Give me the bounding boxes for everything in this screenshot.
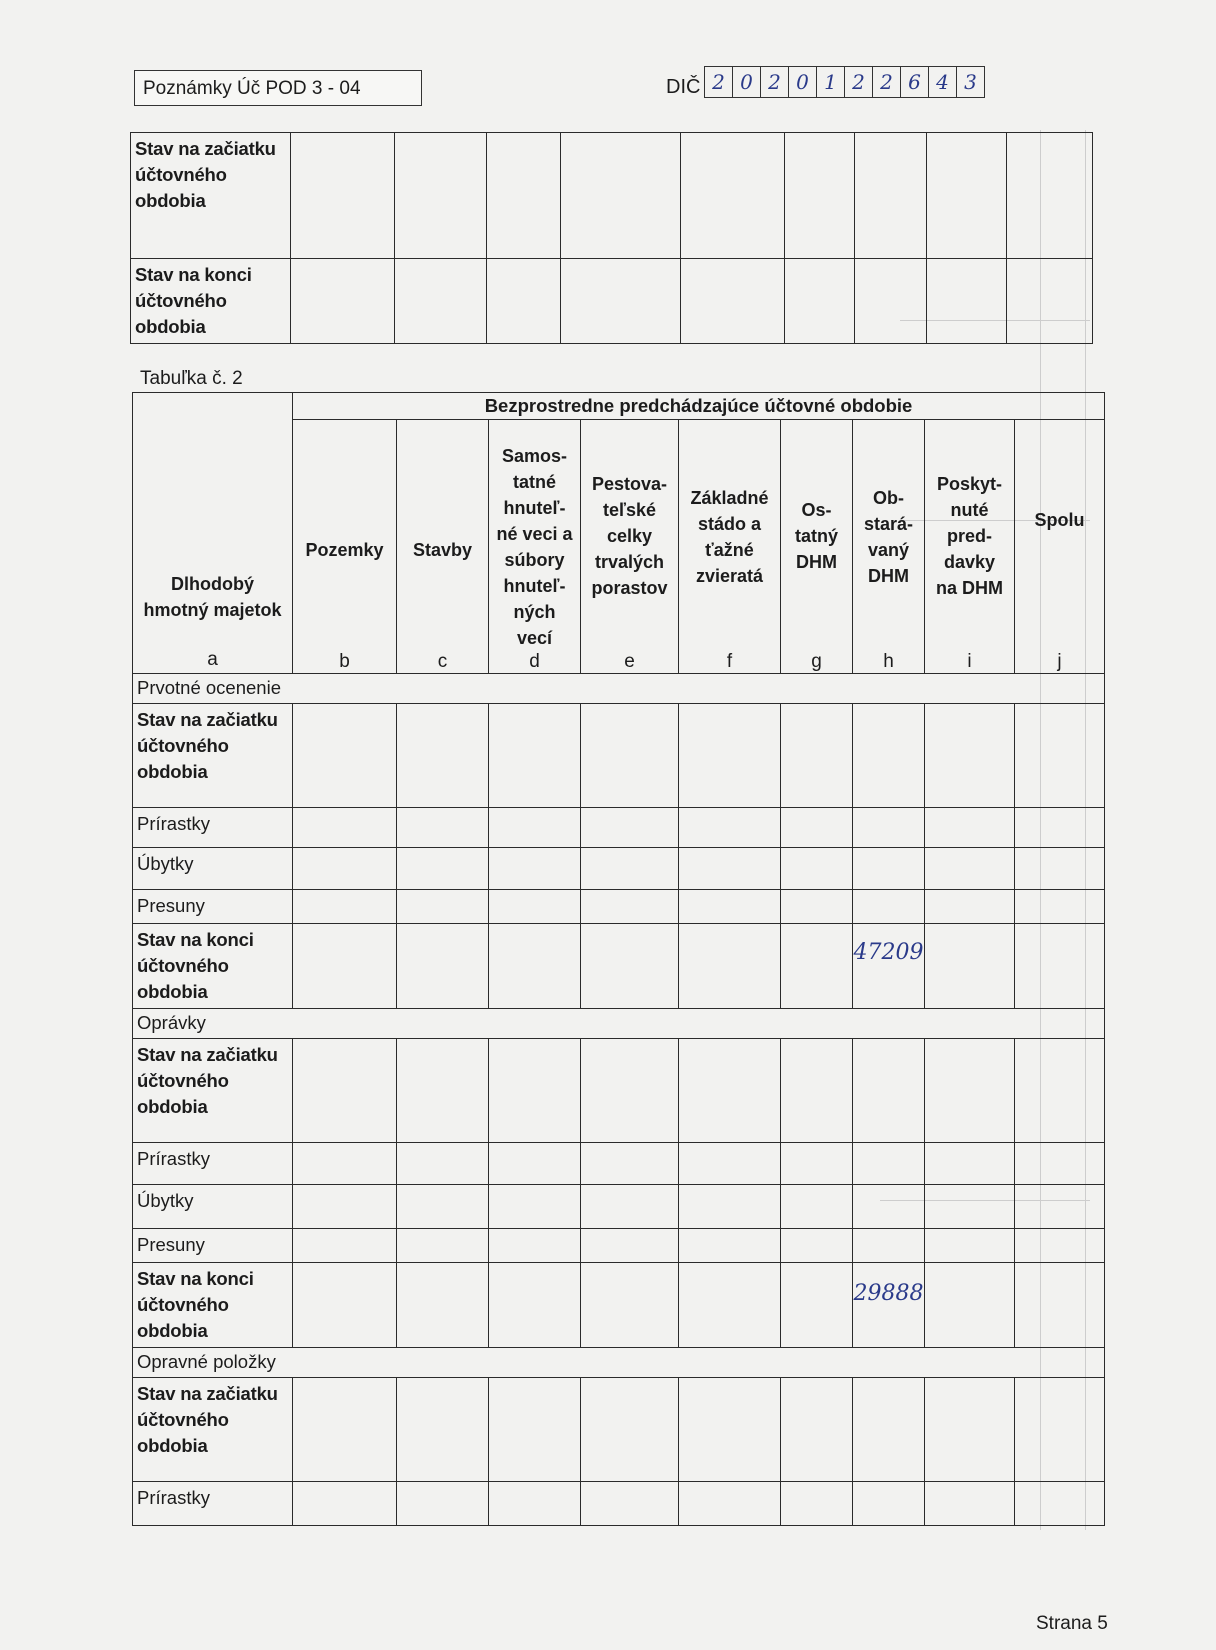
period-header: Bezprostredne predchádzajúce účtovné obdobie bbox=[293, 393, 1105, 420]
header-cell bbox=[925, 420, 1015, 674]
column-header: Dlhodobý hmotný majetok bbox=[143, 574, 282, 620]
row-label-cell bbox=[133, 924, 293, 1009]
column-header: Pestova-teľské celky trvalých porastov bbox=[591, 474, 668, 598]
value-cell[interactable] bbox=[395, 259, 487, 344]
header-cell bbox=[781, 420, 853, 674]
table-row bbox=[133, 808, 1105, 848]
value-cell[interactable] bbox=[925, 890, 1015, 924]
value-cell[interactable] bbox=[397, 1482, 489, 1526]
value-cell[interactable] bbox=[925, 1263, 1015, 1348]
value-cell[interactable] bbox=[853, 1143, 925, 1185]
column-letter: b bbox=[339, 651, 350, 672]
row-label-cell bbox=[131, 133, 291, 259]
dic-field bbox=[704, 66, 985, 98]
value-cell[interactable] bbox=[781, 1039, 853, 1143]
row-label-cell bbox=[133, 808, 293, 848]
value-cell[interactable] bbox=[925, 1039, 1015, 1143]
row-label: Presuny bbox=[137, 1234, 205, 1255]
value-cell[interactable] bbox=[785, 259, 855, 344]
value-cell[interactable] bbox=[397, 1185, 489, 1229]
section-title-cell bbox=[133, 1009, 1105, 1039]
value-cell[interactable] bbox=[785, 133, 855, 259]
value-cell[interactable] bbox=[397, 890, 489, 924]
header-cell bbox=[679, 420, 781, 674]
value-cell[interactable] bbox=[925, 924, 1015, 1009]
value-cell[interactable] bbox=[561, 259, 681, 344]
value-cell[interactable] bbox=[853, 1482, 925, 1526]
value-cell[interactable] bbox=[581, 924, 679, 1009]
value-cell[interactable] bbox=[581, 890, 679, 924]
section-title-cell bbox=[133, 674, 1105, 704]
value-cell[interactable] bbox=[853, 1263, 925, 1348]
value-cell[interactable] bbox=[679, 924, 781, 1009]
section-title: Opravné položky bbox=[137, 1351, 276, 1372]
value-cell[interactable] bbox=[487, 133, 561, 259]
row-label: Prírastky bbox=[137, 1487, 210, 1508]
value-cell[interactable] bbox=[925, 1378, 1015, 1482]
value-cell[interactable] bbox=[681, 259, 785, 344]
row-label-cell bbox=[133, 1185, 293, 1229]
row-label: Stav na konci účtovného obdobia bbox=[135, 264, 252, 337]
row-label-cell bbox=[133, 1378, 293, 1482]
dic-digit: 4 bbox=[929, 66, 957, 98]
column-letter: f bbox=[726, 651, 733, 672]
row-label-cell bbox=[133, 704, 293, 808]
value-cell[interactable] bbox=[853, 808, 925, 848]
column-header: Samos-tatné hnuteľ-né veci a súbory hnuteľ-ných vecí bbox=[496, 446, 573, 648]
value-cell[interactable] bbox=[925, 704, 1015, 808]
row-label-cell bbox=[133, 1143, 293, 1185]
value-cell[interactable] bbox=[489, 1185, 581, 1229]
value-cell[interactable] bbox=[853, 890, 925, 924]
column-letter: i bbox=[967, 651, 972, 672]
value-cell[interactable] bbox=[489, 1263, 581, 1348]
value-cell[interactable] bbox=[581, 1229, 679, 1263]
value-cell[interactable] bbox=[853, 1185, 925, 1229]
continued-table bbox=[130, 132, 1093, 344]
section-header-row bbox=[133, 1348, 1105, 1378]
value-cell[interactable] bbox=[781, 1229, 853, 1263]
value-cell[interactable] bbox=[293, 890, 397, 924]
value-cell[interactable] bbox=[1015, 704, 1105, 808]
section-header-row bbox=[133, 674, 1105, 704]
section-title: Prvotné ocenenie bbox=[137, 677, 281, 698]
row-label: Presuny bbox=[137, 895, 205, 916]
value-cell[interactable] bbox=[925, 1185, 1015, 1229]
section-title-cell bbox=[133, 1348, 1105, 1378]
value-cell[interactable] bbox=[397, 1229, 489, 1263]
value-cell[interactable] bbox=[927, 259, 1007, 344]
value-cell[interactable] bbox=[781, 1482, 853, 1526]
value-cell[interactable] bbox=[1015, 1482, 1105, 1526]
value-cell[interactable] bbox=[1015, 1185, 1105, 1229]
value-cell[interactable] bbox=[397, 924, 489, 1009]
value-cell[interactable] bbox=[1015, 924, 1105, 1009]
value-cell[interactable] bbox=[489, 1229, 581, 1263]
header-cell bbox=[581, 420, 679, 674]
table-row bbox=[133, 1039, 1105, 1143]
value-cell[interactable] bbox=[853, 1229, 925, 1263]
value-cell[interactable] bbox=[487, 259, 561, 344]
value-cell[interactable] bbox=[925, 1229, 1015, 1263]
section-header-row bbox=[133, 1009, 1105, 1039]
value-cell[interactable] bbox=[581, 1378, 679, 1482]
value-cell[interactable] bbox=[489, 1143, 581, 1185]
column-letter: c bbox=[437, 651, 448, 672]
value-cell[interactable] bbox=[293, 1378, 397, 1482]
value-cell[interactable] bbox=[1015, 890, 1105, 924]
dic-digit: 2 bbox=[845, 66, 873, 98]
value-cell[interactable] bbox=[781, 1143, 853, 1185]
value-cell[interactable] bbox=[853, 1378, 925, 1482]
dic-digit: 6 bbox=[901, 66, 929, 98]
dic-digit: 2 bbox=[704, 66, 733, 98]
column-letter: h bbox=[883, 651, 894, 672]
column-header: Pozemky bbox=[305, 540, 384, 560]
value-cell[interactable] bbox=[1015, 1263, 1105, 1348]
header-cell bbox=[489, 420, 581, 674]
table-row bbox=[133, 704, 1105, 808]
value-cell[interactable] bbox=[925, 848, 1015, 890]
value-cell[interactable] bbox=[293, 848, 397, 890]
row-label: Prírastky bbox=[137, 1148, 210, 1169]
row-label: Úbytky bbox=[137, 853, 194, 874]
value-cell[interactable] bbox=[293, 1482, 397, 1526]
value-cell[interactable] bbox=[927, 133, 1007, 259]
value-cell[interactable] bbox=[397, 808, 489, 848]
value-cell[interactable] bbox=[781, 1263, 853, 1348]
table-row bbox=[131, 133, 1093, 259]
value-cell[interactable] bbox=[925, 1482, 1015, 1526]
value-cell[interactable] bbox=[1007, 133, 1093, 259]
value-cell[interactable] bbox=[679, 1482, 781, 1526]
value-cell[interactable] bbox=[681, 133, 785, 259]
value-cell[interactable] bbox=[781, 890, 853, 924]
value-cell[interactable] bbox=[397, 1378, 489, 1482]
value-cell[interactable] bbox=[679, 1229, 781, 1263]
table-row bbox=[133, 1185, 1105, 1229]
row-label-cell bbox=[133, 848, 293, 890]
column-letter: e bbox=[624, 651, 635, 672]
value-cell[interactable] bbox=[1015, 1378, 1105, 1482]
table-row bbox=[131, 259, 1093, 344]
header-cell bbox=[1015, 420, 1105, 674]
value-cell[interactable] bbox=[1007, 259, 1093, 344]
value-cell[interactable] bbox=[293, 1143, 397, 1185]
row-label-cell bbox=[133, 890, 293, 924]
value-cell[interactable] bbox=[679, 848, 781, 890]
value-cell[interactable] bbox=[781, 848, 853, 890]
dic-digit: 0 bbox=[789, 66, 817, 98]
value-cell[interactable] bbox=[855, 133, 927, 259]
table-row bbox=[133, 1378, 1105, 1482]
header-cell bbox=[293, 420, 397, 674]
row-label: Prírastky bbox=[137, 813, 210, 834]
table-header-row bbox=[133, 393, 1105, 420]
value-cell[interactable] bbox=[679, 704, 781, 808]
value-cell[interactable] bbox=[489, 1378, 581, 1482]
value-cell[interactable] bbox=[679, 1378, 781, 1482]
value-cell[interactable] bbox=[679, 890, 781, 924]
value-cell[interactable] bbox=[781, 704, 853, 808]
dic-digit: 1 bbox=[817, 66, 845, 98]
row-label: Stav na začiatku účtovného obdobia bbox=[137, 1383, 278, 1456]
value-cell[interactable] bbox=[1015, 808, 1105, 848]
row-label-cell bbox=[133, 1482, 293, 1526]
value-cell[interactable] bbox=[397, 704, 489, 808]
page-number: Strana 5 bbox=[1036, 1613, 1108, 1634]
header-cell bbox=[133, 393, 293, 674]
row-label-cell bbox=[131, 259, 291, 344]
column-header: Stavby bbox=[412, 540, 473, 560]
value-cell[interactable] bbox=[781, 808, 853, 848]
column-letter: g bbox=[811, 651, 822, 672]
column-header: Základné stádo a ťažné zvieratá bbox=[690, 488, 769, 586]
value-cell[interactable] bbox=[679, 808, 781, 848]
row-label-cell bbox=[133, 1039, 293, 1143]
value-cell[interactable] bbox=[397, 1039, 489, 1143]
value-cell[interactable] bbox=[293, 1039, 397, 1143]
row-label-cell bbox=[133, 1229, 293, 1263]
column-header: Spolu bbox=[1034, 510, 1085, 530]
table-row bbox=[133, 1482, 1105, 1526]
column-letter: a bbox=[207, 649, 218, 670]
value-cell[interactable] bbox=[925, 1143, 1015, 1185]
value-cell[interactable] bbox=[853, 848, 925, 890]
header-cell bbox=[853, 420, 925, 674]
value-cell[interactable] bbox=[489, 808, 581, 848]
form-title: Poznámky Úč POD 3 - 04 bbox=[143, 78, 361, 99]
form-title-box bbox=[134, 70, 422, 106]
value-cell[interactable] bbox=[581, 1039, 679, 1143]
handwritten-value: 29888 bbox=[853, 1281, 924, 1306]
value-cell[interactable] bbox=[291, 133, 395, 259]
value-cell[interactable] bbox=[561, 133, 681, 259]
value-cell[interactable] bbox=[925, 808, 1015, 848]
dic-label: DIČ bbox=[666, 76, 701, 98]
value-cell[interactable] bbox=[397, 1263, 489, 1348]
table-row bbox=[133, 1229, 1105, 1263]
table-row bbox=[133, 890, 1105, 924]
value-cell[interactable] bbox=[489, 848, 581, 890]
value-cell[interactable] bbox=[489, 704, 581, 808]
value-cell[interactable] bbox=[397, 1143, 489, 1185]
value-cell[interactable] bbox=[291, 259, 395, 344]
value-cell[interactable] bbox=[781, 924, 853, 1009]
row-label: Stav na začiatku účtovného obdobia bbox=[137, 709, 278, 782]
value-cell[interactable] bbox=[855, 259, 927, 344]
header-cell bbox=[397, 420, 489, 674]
table-caption: Tabuľka č. 2 bbox=[140, 368, 243, 389]
dic-digit: 2 bbox=[761, 66, 789, 98]
value-cell[interactable] bbox=[293, 704, 397, 808]
dic-digit: 3 bbox=[957, 66, 985, 98]
table-row bbox=[133, 924, 1105, 1009]
value-cell[interactable] bbox=[1015, 1229, 1105, 1263]
dic-digit: 0 bbox=[733, 66, 761, 98]
column-header: Poskyt-nuté pred-davky na DHM bbox=[936, 474, 1003, 598]
value-cell[interactable] bbox=[853, 704, 925, 808]
value-cell[interactable] bbox=[581, 848, 679, 890]
value-cell[interactable] bbox=[489, 1039, 581, 1143]
value-cell[interactable] bbox=[581, 1185, 679, 1229]
value-cell[interactable] bbox=[293, 1229, 397, 1263]
row-label: Stav na konci účtovného obdobia bbox=[137, 1268, 254, 1341]
value-cell[interactable] bbox=[679, 1263, 781, 1348]
value-cell[interactable] bbox=[397, 848, 489, 890]
column-letter: d bbox=[529, 651, 540, 672]
section-title: Oprávky bbox=[137, 1012, 206, 1033]
value-cell[interactable] bbox=[853, 924, 925, 1009]
value-cell[interactable] bbox=[1015, 848, 1105, 890]
dic-digit: 2 bbox=[873, 66, 901, 98]
value-cell[interactable] bbox=[1015, 1143, 1105, 1185]
value-cell[interactable] bbox=[581, 1482, 679, 1526]
value-cell[interactable] bbox=[853, 1039, 925, 1143]
value-cell[interactable] bbox=[293, 808, 397, 848]
value-cell[interactable] bbox=[781, 1378, 853, 1482]
row-label: Úbytky bbox=[137, 1190, 194, 1211]
value-cell[interactable] bbox=[679, 1143, 781, 1185]
table-row bbox=[133, 1263, 1105, 1348]
row-label: Stav na začiatku účtovného obdobia bbox=[135, 138, 276, 211]
value-cell[interactable] bbox=[679, 1039, 781, 1143]
value-cell[interactable] bbox=[489, 924, 581, 1009]
table-row bbox=[133, 1143, 1105, 1185]
table-row bbox=[133, 848, 1105, 890]
column-header: Ob-stará-vaný DHM bbox=[863, 488, 914, 586]
value-cell[interactable] bbox=[293, 1263, 397, 1348]
row-label: Stav na začiatku účtovného obdobia bbox=[137, 1044, 278, 1117]
value-cell[interactable] bbox=[679, 1185, 781, 1229]
value-cell[interactable] bbox=[581, 1263, 679, 1348]
row-label-cell bbox=[133, 1263, 293, 1348]
value-cell[interactable] bbox=[489, 890, 581, 924]
handwritten-value: 47209 bbox=[853, 940, 924, 965]
value-cell[interactable] bbox=[1015, 1039, 1105, 1143]
table-2 bbox=[132, 392, 1105, 1526]
value-cell[interactable] bbox=[489, 1482, 581, 1526]
column-header: Os-tatný DHM bbox=[794, 500, 838, 572]
value-cell[interactable] bbox=[395, 133, 487, 259]
value-cell[interactable] bbox=[581, 704, 679, 808]
value-cell[interactable] bbox=[293, 924, 397, 1009]
value-cell[interactable] bbox=[781, 1185, 853, 1229]
column-letter: j bbox=[1057, 651, 1062, 672]
value-cell[interactable] bbox=[581, 1143, 679, 1185]
value-cell[interactable] bbox=[581, 808, 679, 848]
row-label: Stav na konci účtovného obdobia bbox=[137, 929, 254, 1002]
value-cell[interactable] bbox=[293, 1185, 397, 1229]
